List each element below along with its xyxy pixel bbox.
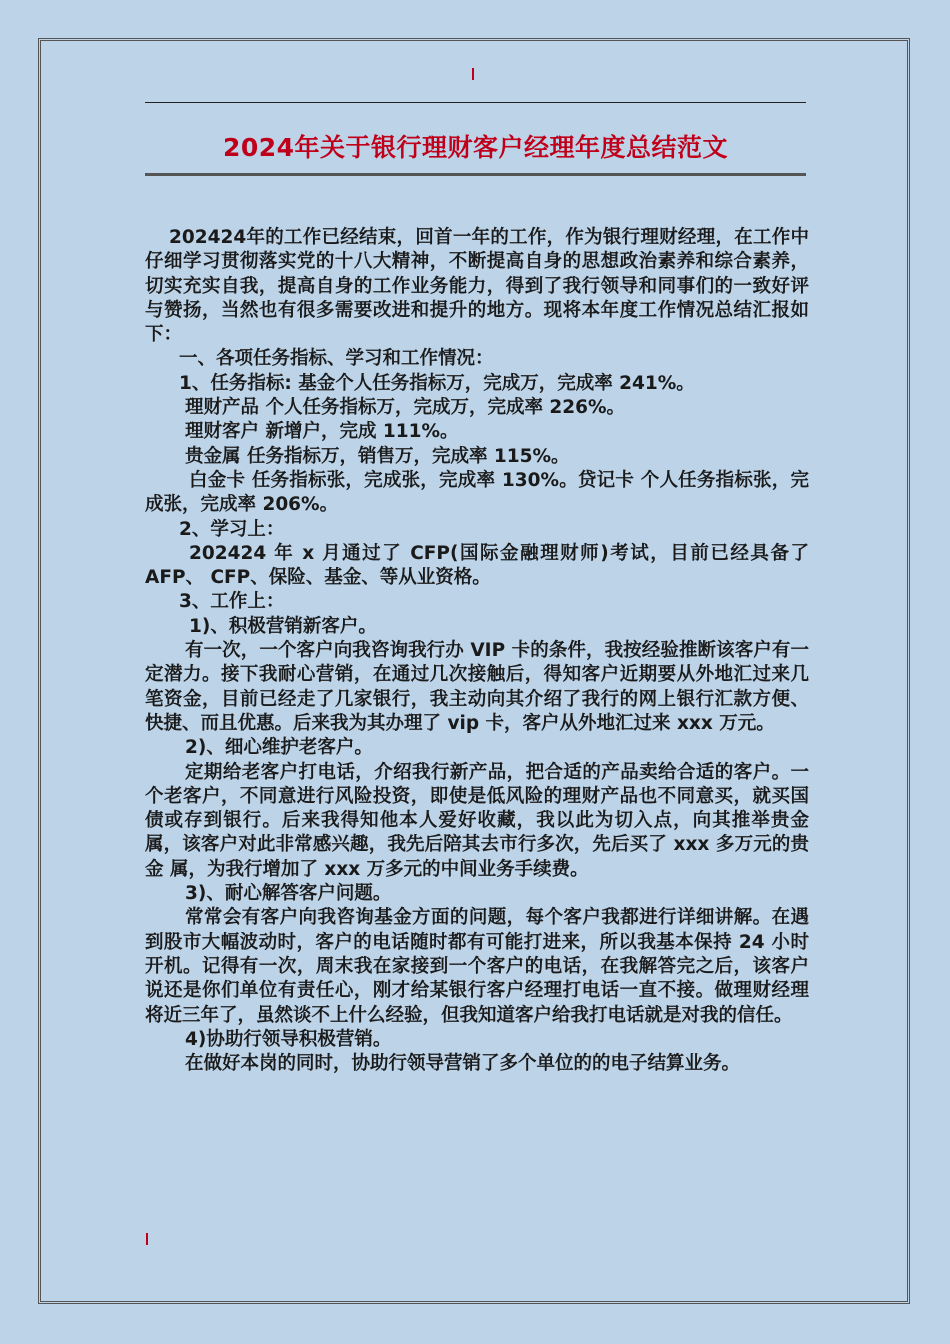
paragraph-intro: 202424年的工作已经结束，回首一年的工作，作为银行理财经理，在工作中仔细学习贯彻落实党的十八大精神，不断提高自身的思想政治素养和综合素养，切实充实自我，提高自身的工作业务能力，得到了我行领导和同事们的一致好评与赞扬，当然也有很多需要改进和提升的地方。现将本年度工作情况总结汇报如下： — [145, 227, 809, 346]
header-mark — [472, 68, 474, 80]
paragraph: 有一次，一个客户向我咨询我行办 VIP 卡的条件，我按经验推断该客户有一 定潜力。接下我耐心营销，在通过几次接触后，得知客户近期要从外地汇过来几 笔资金，目前已经走了几家银行，我主动向其介绍了我行的网上银行汇款方便、 快捷、而且优惠。后来我为其办理了 vip 卡，客户从外地汇过来 xxx 万元。 — [145, 640, 809, 734]
paragraph: 理财产品 个人任务指标万，完成万，完成率 226%。 — [185, 397, 626, 419]
title-rule — [145, 173, 806, 176]
section-heading: 一、各项任务指标、学习和工作情况： — [179, 348, 494, 370]
paragraph: 202424 年 x 月通过了 CFP(国际金融理财师)考试，目前已经具备了 AFP、 CFP、保险、基金、等从业资格。 — [145, 542, 809, 589]
section-heading: 2、学习上： — [179, 518, 285, 540]
sub-heading: 2)、细心维护老客户。 — [185, 737, 373, 759]
paragraph: 1、任务指标: 基金个人任务指标万，完成万，完成率 241%。 — [179, 372, 695, 394]
sub-heading: 4)协助行领导积极营销。 — [185, 1028, 392, 1050]
paragraph: 贵金属 任务指标万，销售万，完成率 115%。 — [185, 445, 570, 467]
sub-heading: 1)、积极营销新客户。 — [189, 615, 377, 637]
paragraph: 常常会有客户向我咨询基金方面的问题，每个客户我都进行详细讲解。在遇 到股市大幅波动时，客户的电话随时都有可能打进来，所以我基本保持 24 小时 开机。记得有一次，周末我在家接到一个客户的电话，在我解答完之后，该客户 说还是你们单位有责任心，刚才给某银行客户经理打电话一直不接。做理财经理 将近三年了，虽然谈不上什么经验，但我知道客户给我打电话就是对我的信任。 — [145, 907, 809, 1026]
paragraph: 白金卡 任务指标张，完成张，完成率 130%。贷记卡 个人任务指标张，完成张，完成率 206%。 — [145, 469, 809, 516]
document-title: 2024年关于银行理财客户经理年度总结范文 — [222, 133, 729, 162]
paragraph: 定期给老客户打电话，介绍我行新产品，把合适的产品卖给合适的客户。一 个老客户，不同意进行风险投资，即使是低风险的理财产品也不同意买，就买国 债或存到银行。后来我得知他本人爱好收藏，我以此为切入点，向其推举贵金属，该客户对此非常感兴趣，我先后陪其去市行多次，先后买了 xxx 多万元的贵金 属，为我行增加了 xxx 万多元的中间业务手续费。 — [145, 761, 809, 880]
sub-heading: 3)、耐心解答客户问题。 — [185, 883, 392, 905]
paragraph: 理财客户 新增户，完成 111%。 — [185, 421, 459, 443]
footer-mark — [146, 1233, 148, 1245]
paragraph: 在做好本岗的同时，协助行领导营销了多个单位的的电子结算业务。 — [185, 1053, 741, 1075]
section-heading: 3、工作上： — [179, 591, 285, 613]
document-body — [145, 226, 809, 1076]
header-rule — [145, 102, 806, 103]
